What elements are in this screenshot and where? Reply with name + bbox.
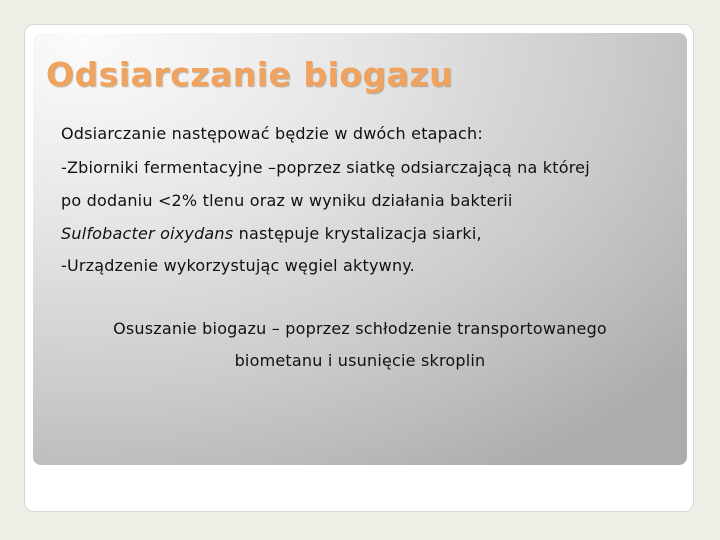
bullet-1-line-2: po dodaniu <2% tlenu oraz w wyniku działania bakterii bbox=[61, 191, 513, 210]
bullet-1-line-1: -Zbiorniki fermentacyjne –poprzez siatkę odsiarczającą na której bbox=[61, 158, 590, 177]
bacteria-name: Sulfobacter oixydans bbox=[61, 224, 234, 243]
bullet-2: -Urządzenie wykorzystując węgiel aktywny. bbox=[61, 256, 415, 275]
intro-text: Odsiarczanie następować będzie w dwóch etapach: bbox=[61, 124, 483, 143]
bullet-1-line-3-rest: następuje krystalizacja siarki, bbox=[233, 224, 482, 243]
drying-line-1: Osuszanie biogazu – poprzez schłodzenie transportowanego bbox=[113, 319, 607, 338]
slide-content-panel bbox=[33, 33, 687, 465]
bullet-1-line-3 bbox=[61, 224, 482, 243]
drying-line-2: biometanu i usunięcie skroplin bbox=[234, 351, 486, 370]
slide-title: Odsiarczanie biogazu bbox=[46, 55, 454, 94]
